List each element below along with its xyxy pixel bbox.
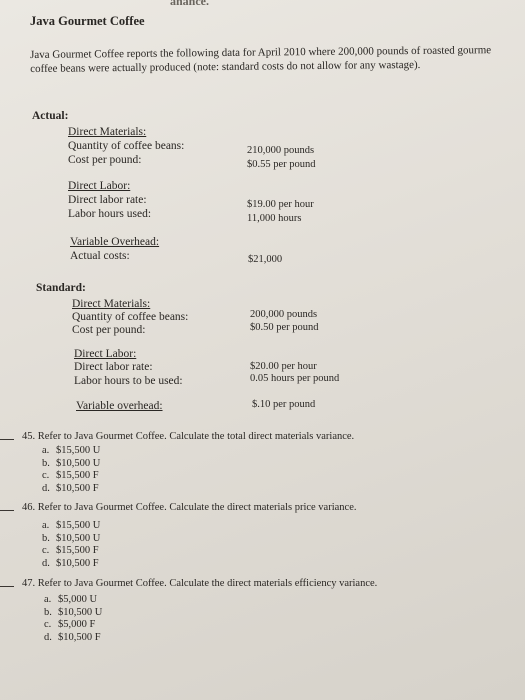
cropped-heading: anance.	[170, 0, 209, 8]
question-45-options	[42, 445, 100, 495]
standard-dm-qty-value: 200,000 pounds	[250, 309, 318, 320]
option-d: d. $10,500 F	[42, 557, 99, 569]
question-number: 45.	[22, 431, 36, 442]
actual-dm-qty-label: Quantity of coffee beans:	[68, 140, 185, 152]
actual-dl-hours-label: Labor hours used:	[68, 208, 152, 220]
intro-line-1: Java Gourmet Coffee reports the following data for April 2010 where 200,000 pounds of roasted gourme	[30, 44, 492, 61]
option-c: c. $15,500 F	[42, 470, 99, 481]
actual-voh-heading: Variable Overhead:	[70, 236, 160, 248]
standard-dl-rate-label: Direct labor rate:	[74, 361, 153, 373]
actual-voh-value: $21,000	[248, 254, 283, 265]
question-number: 46.	[22, 502, 36, 513]
question-text: Refer to Java Gourmet Coffee. Calculate the direct materials price variance.	[37, 502, 357, 513]
standard-dl-heading: Direct Labor:	[74, 348, 137, 360]
question-number: 47.	[22, 578, 36, 589]
standard-dm-qty-label: Quantity of coffee beans:	[72, 311, 189, 323]
actual-dm-qty-value: 210,000 pounds	[247, 145, 315, 156]
option-b: b. $10,500 U	[42, 457, 101, 469]
actual-dm-heading: Direct Materials:	[68, 126, 147, 138]
question-text: Refer to Java Gourmet Coffee. Calculate the total direct materials variance.	[37, 431, 355, 442]
option-a: a. $15,500 U	[42, 445, 101, 456]
question-46-options	[42, 520, 100, 570]
standard-dl-rate-value: $20.00 per hour	[250, 361, 317, 372]
question-45	[22, 431, 354, 442]
standard-dm-heading: Direct Materials:	[72, 298, 151, 310]
standard-voh-label: Variable overhead:	[76, 400, 163, 412]
actual-heading: Actual:	[32, 110, 69, 122]
option-d: d. $10,500 F	[44, 631, 101, 643]
actual-dl-rate-value: $19.00 per hour	[247, 199, 314, 210]
option-b: b. $10,500 U	[42, 532, 101, 544]
actual-dl-rate-label: Direct labor rate:	[68, 194, 147, 206]
standard-heading: Standard:	[36, 282, 86, 294]
option-d: d. $10,500 F	[42, 482, 99, 494]
option-b: b. $10,500 U	[44, 606, 103, 618]
answer-blank-46	[0, 510, 14, 511]
actual-voh-label: Actual costs:	[70, 250, 130, 262]
standard-voh-value: $.10 per pound	[252, 399, 316, 410]
standard-dl-hours-label: Labor hours to be used:	[74, 375, 183, 387]
document-title: Java Gourmet Coffee	[30, 14, 145, 28]
actual-dm-cost-value: $0.55 per pound	[247, 159, 316, 170]
actual-dl-heading: Direct Labor:	[68, 180, 131, 192]
actual-dl-hours-value: 11,000 hours	[247, 213, 302, 224]
question-46	[22, 502, 357, 513]
standard-dm-cost-label: Cost per pound:	[72, 324, 146, 336]
option-a: a. $15,500 U	[42, 520, 101, 531]
answer-blank-45	[0, 439, 14, 440]
actual-dm-cost-label: Cost per pound:	[68, 154, 142, 166]
question-47-options	[44, 594, 102, 644]
answer-blank-47	[0, 586, 14, 587]
intro-line-2: coffee beans were actually produced (note: standard costs do not allow for any wastage).	[30, 58, 421, 75]
option-c: c. $15,500 F	[42, 545, 99, 556]
standard-dm-cost-value: $0.50 per pound	[250, 322, 319, 333]
question-47	[22, 578, 377, 589]
option-a: a. $5,000 U	[44, 594, 98, 605]
standard-dl-hours-value: 0.05 hours per pound	[250, 373, 340, 384]
question-text: Refer to Java Gourmet Coffee. Calculate the direct materials efficiency variance.	[37, 578, 378, 589]
intro-paragraph	[30, 43, 491, 76]
option-c: c. $5,000 F	[44, 619, 96, 630]
